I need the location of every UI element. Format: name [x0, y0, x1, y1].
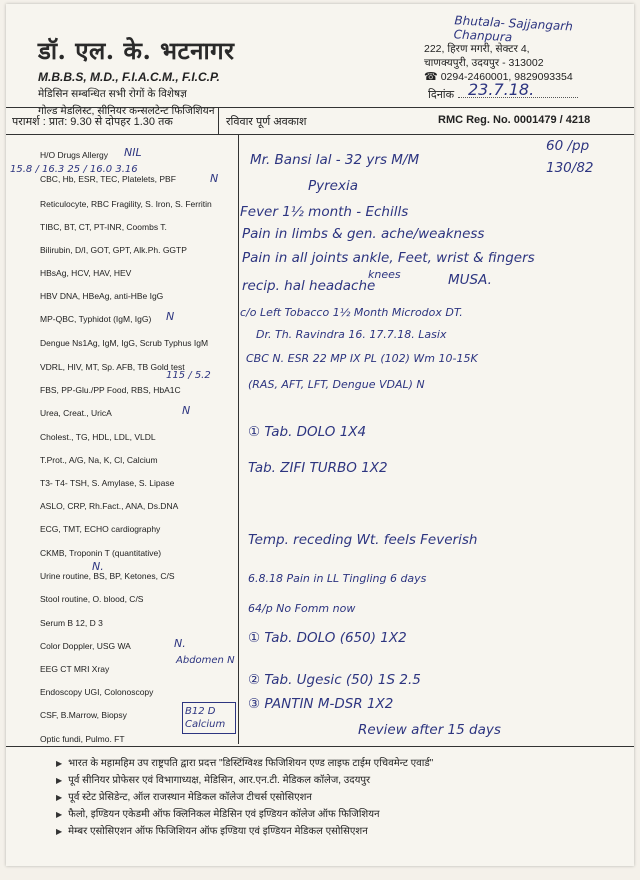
letterhead-left: [38, 34, 398, 118]
address-line-2: चाणक्यपुरी, उदयपुर - 313002: [424, 57, 544, 69]
history-line: knees: [368, 268, 401, 281]
fbs-values: 115 / 5.2: [166, 370, 211, 381]
date-label: दिनांक: [428, 89, 455, 101]
history-line: CBC N. ESR 22 MP IX PL (102) Wm 10-15K: [246, 352, 478, 365]
rx-line: ③ PANTIN M-DSR 1X2: [248, 696, 394, 712]
triangle-bullet-icon: ▶: [56, 776, 63, 785]
doctor-degrees: M.B.B.S, M.D., F.I.A.C.M., F.I.C.P.: [38, 70, 220, 84]
test-row: CBC, Hb, ESR, TEC, Platelets, PBF: [40, 174, 176, 184]
followup-line: Temp. receding Wt. feels Feverish: [248, 532, 478, 548]
test-row: Color Doppler, USG WA: [40, 641, 131, 651]
vitamin-box: B12 D Calcium: [182, 702, 236, 734]
test-row: Urine routine, BS, BP, Ketones, C/S: [40, 571, 175, 581]
pulse-note: 60 /pp: [546, 138, 590, 154]
urea-normal-mark: N: [182, 404, 191, 417]
test-row: FBS, PP-Glu./PP Food, RBS, HbA1C: [40, 385, 181, 395]
credential-item: ▶ भारत के महामहिम उप राष्ट्रपति द्वारा प्रदत्त "डिस्टिंग्विश्ड फिजिशियन एण्ड लाइफ टाईम एचिवमेन्ट एवार्ड": [56, 758, 434, 769]
triangle-bullet-icon: ▶: [56, 759, 63, 768]
corner-handwritten-note: Bhutala- Sajjangarh Chanpura: [453, 13, 574, 45]
test-row: Urea, Creat., UricA: [40, 408, 112, 418]
triangle-bullet-icon: ▶: [56, 793, 63, 802]
test-row: EEG CT MRI Xray: [40, 664, 110, 674]
credential-item: ▶ फैलो, इण्डियन एकेडमी ऑफ क्लिनिकल मेडिसिन एवं इण्डियन कॉलेज ऑफ फिजिशियन: [56, 809, 380, 820]
credential-item: ▶ पूर्व स्टेट प्रेसिडेन्ट, ऑल राजस्थान मेडिकल कॉलेज टीचर्स एसोसिएशन: [56, 792, 312, 803]
xray-mark: Abdomen N: [176, 655, 235, 666]
usg-normal-mark: N.: [174, 637, 186, 650]
prescription-page: [6, 4, 634, 866]
phone-number: 0294-2460001, 9829093354: [440, 71, 573, 83]
holiday-note: रविवार पूर्ण अवकाश: [226, 116, 307, 128]
test-row: Bilirubin, D/I, GOT, GPT, Alk.Ph. GGTP: [40, 245, 187, 255]
review-line: Review after 15 days: [358, 722, 501, 738]
footer-credentials: [6, 746, 634, 837]
test-row: Serum B 12, D 3: [40, 618, 103, 628]
test-row: Reticulocyte, RBC Fragility, S. Iron, S. Ferritin: [40, 199, 212, 209]
cbc-normal-mark: N: [210, 172, 219, 185]
urine-normal-mark: N.: [92, 560, 104, 573]
patient-line: Mr. Bansi lal - 32 yrs M/M: [250, 152, 420, 168]
date-value: 23.7.18.: [468, 80, 535, 99]
rx-line: Tab. ZIFI TURBO 1X2: [248, 460, 388, 476]
test-row: TIBC, BT, CT, PT-INR, Coombs T.: [40, 222, 167, 232]
followup-line: 6.8.18 Pain in LL Tingling 6 days: [248, 572, 427, 585]
allergy-mark: NIL: [124, 146, 142, 159]
tests-column: [6, 134, 239, 744]
test-row: Optic fundi, Pulmo. FT: [40, 734, 125, 744]
test-row: Endoscopy UGI, Colonoscopy: [40, 687, 154, 697]
test-row: T.Prot., A/G, Na, K, Cl, Calcium: [40, 455, 158, 465]
test-row: VDRL, HIV, MT, Sp. AFB, TB Gold test: [40, 362, 185, 372]
test-row: ASLO, CRP, Rh.Fact., ANA, Ds.DNA: [40, 501, 179, 511]
test-row: Stool routine, O. blood, C/S: [40, 594, 144, 604]
triangle-bullet-icon: ▶: [56, 827, 63, 836]
typhidot-normal-mark: N: [166, 310, 175, 323]
triangle-bullet-icon: ▶: [56, 810, 63, 819]
test-row: MP-QBC, Typhidot (IgM, IgG): [40, 314, 152, 324]
address-line-1: 222, हिरण मगरी, सेक्टर 4,: [424, 43, 530, 55]
test-row: CKMB, Troponin T (quantitative): [40, 548, 162, 558]
followup-line: 64/p No Fomm now: [248, 602, 356, 615]
clinical-notes: [238, 134, 634, 744]
specialty-line-2: गोल्ड मेडलिस्ट, सीनियर कन्सलटेन्ट फिजिशियन: [38, 105, 215, 117]
history-line: recip. hal headache: [242, 278, 376, 294]
test-row: CSF, B.Marrow, Biopsy: [40, 710, 127, 720]
history-line: Fever 1½ month - Echills: [240, 204, 409, 220]
bp-note: 130/82: [546, 160, 594, 176]
reg-number: RMC Reg. No. 0001479 / 4218: [438, 114, 591, 126]
test-row: Cholest., TG, HDL, LDL, VLDL: [40, 432, 156, 442]
rx-line: ① Tab. DOLO (650) 1X2: [248, 630, 407, 646]
history-line: c/o Left Tobacco 1½ Month Microdox DT.: [240, 306, 463, 319]
credential-item: ▶ पूर्व सीनियर प्रोफेसर एवं विभागाध्यक्ष, मेडिसिन, आर.एन.टी. मेडिकल कॉलेज, उदयपुर: [56, 775, 371, 786]
credential-item: ▶ मेम्बर एसोसिएशन ऑफ फिजिशियन ऑफ इण्डिया एवं इण्डियन मेडिकल एसोसिएशन: [56, 826, 368, 837]
rx-line: ② Tab. Ugesic (50) 1S 2.5: [248, 672, 421, 688]
history-line: Pain in all joints ankle, Feet, wrist & fingers: [242, 250, 535, 266]
doctor-name: डॉ. एल. के. भटनागर: [38, 36, 235, 65]
history-line: (RAS, AFT, LFT, Dengue VDAL) N: [248, 378, 425, 391]
cbc-values: 15.8 / 16.3 25 / 16.0 3.16: [10, 164, 138, 175]
consult-timing: परामर्श : प्रात: 9.30 से दोपहर 1.30 तक: [12, 116, 173, 128]
test-row: T3- T4- TSH, S. Amylase, S. Lipase: [40, 478, 175, 488]
history-line: Dr. Th. Ravindra 16. 17.7.18. Lasix: [256, 328, 447, 341]
phone-icon: ☎: [424, 71, 438, 83]
test-row: Dengue Ns1Ag, IgM, IgG, Scrub Typhus IgM: [40, 338, 209, 348]
history-line: Pain in limbs & gen. ache/weakness: [242, 226, 485, 242]
specialty-line-1: मेडिसिन सम्बन्धित सभी रोगों के विशेषज्ञ: [38, 88, 187, 100]
test-row: HBV DNA, HBeAg, anti-HBe IgG: [40, 291, 164, 301]
timing-bar: [6, 107, 634, 135]
test-row: HBsAg, HCV, HAV, HEV: [40, 268, 132, 278]
musa-note: MUSA.: [448, 272, 492, 288]
letterhead-address: [424, 42, 624, 84]
rx-line: ① Tab. DOLO 1X4: [248, 424, 367, 440]
diagnosis-note: Pyrexia: [308, 178, 358, 194]
test-row: H/O Drugs Allergy: [40, 150, 109, 160]
test-row: ECG, TMT, ECHO cardiography: [40, 524, 161, 534]
